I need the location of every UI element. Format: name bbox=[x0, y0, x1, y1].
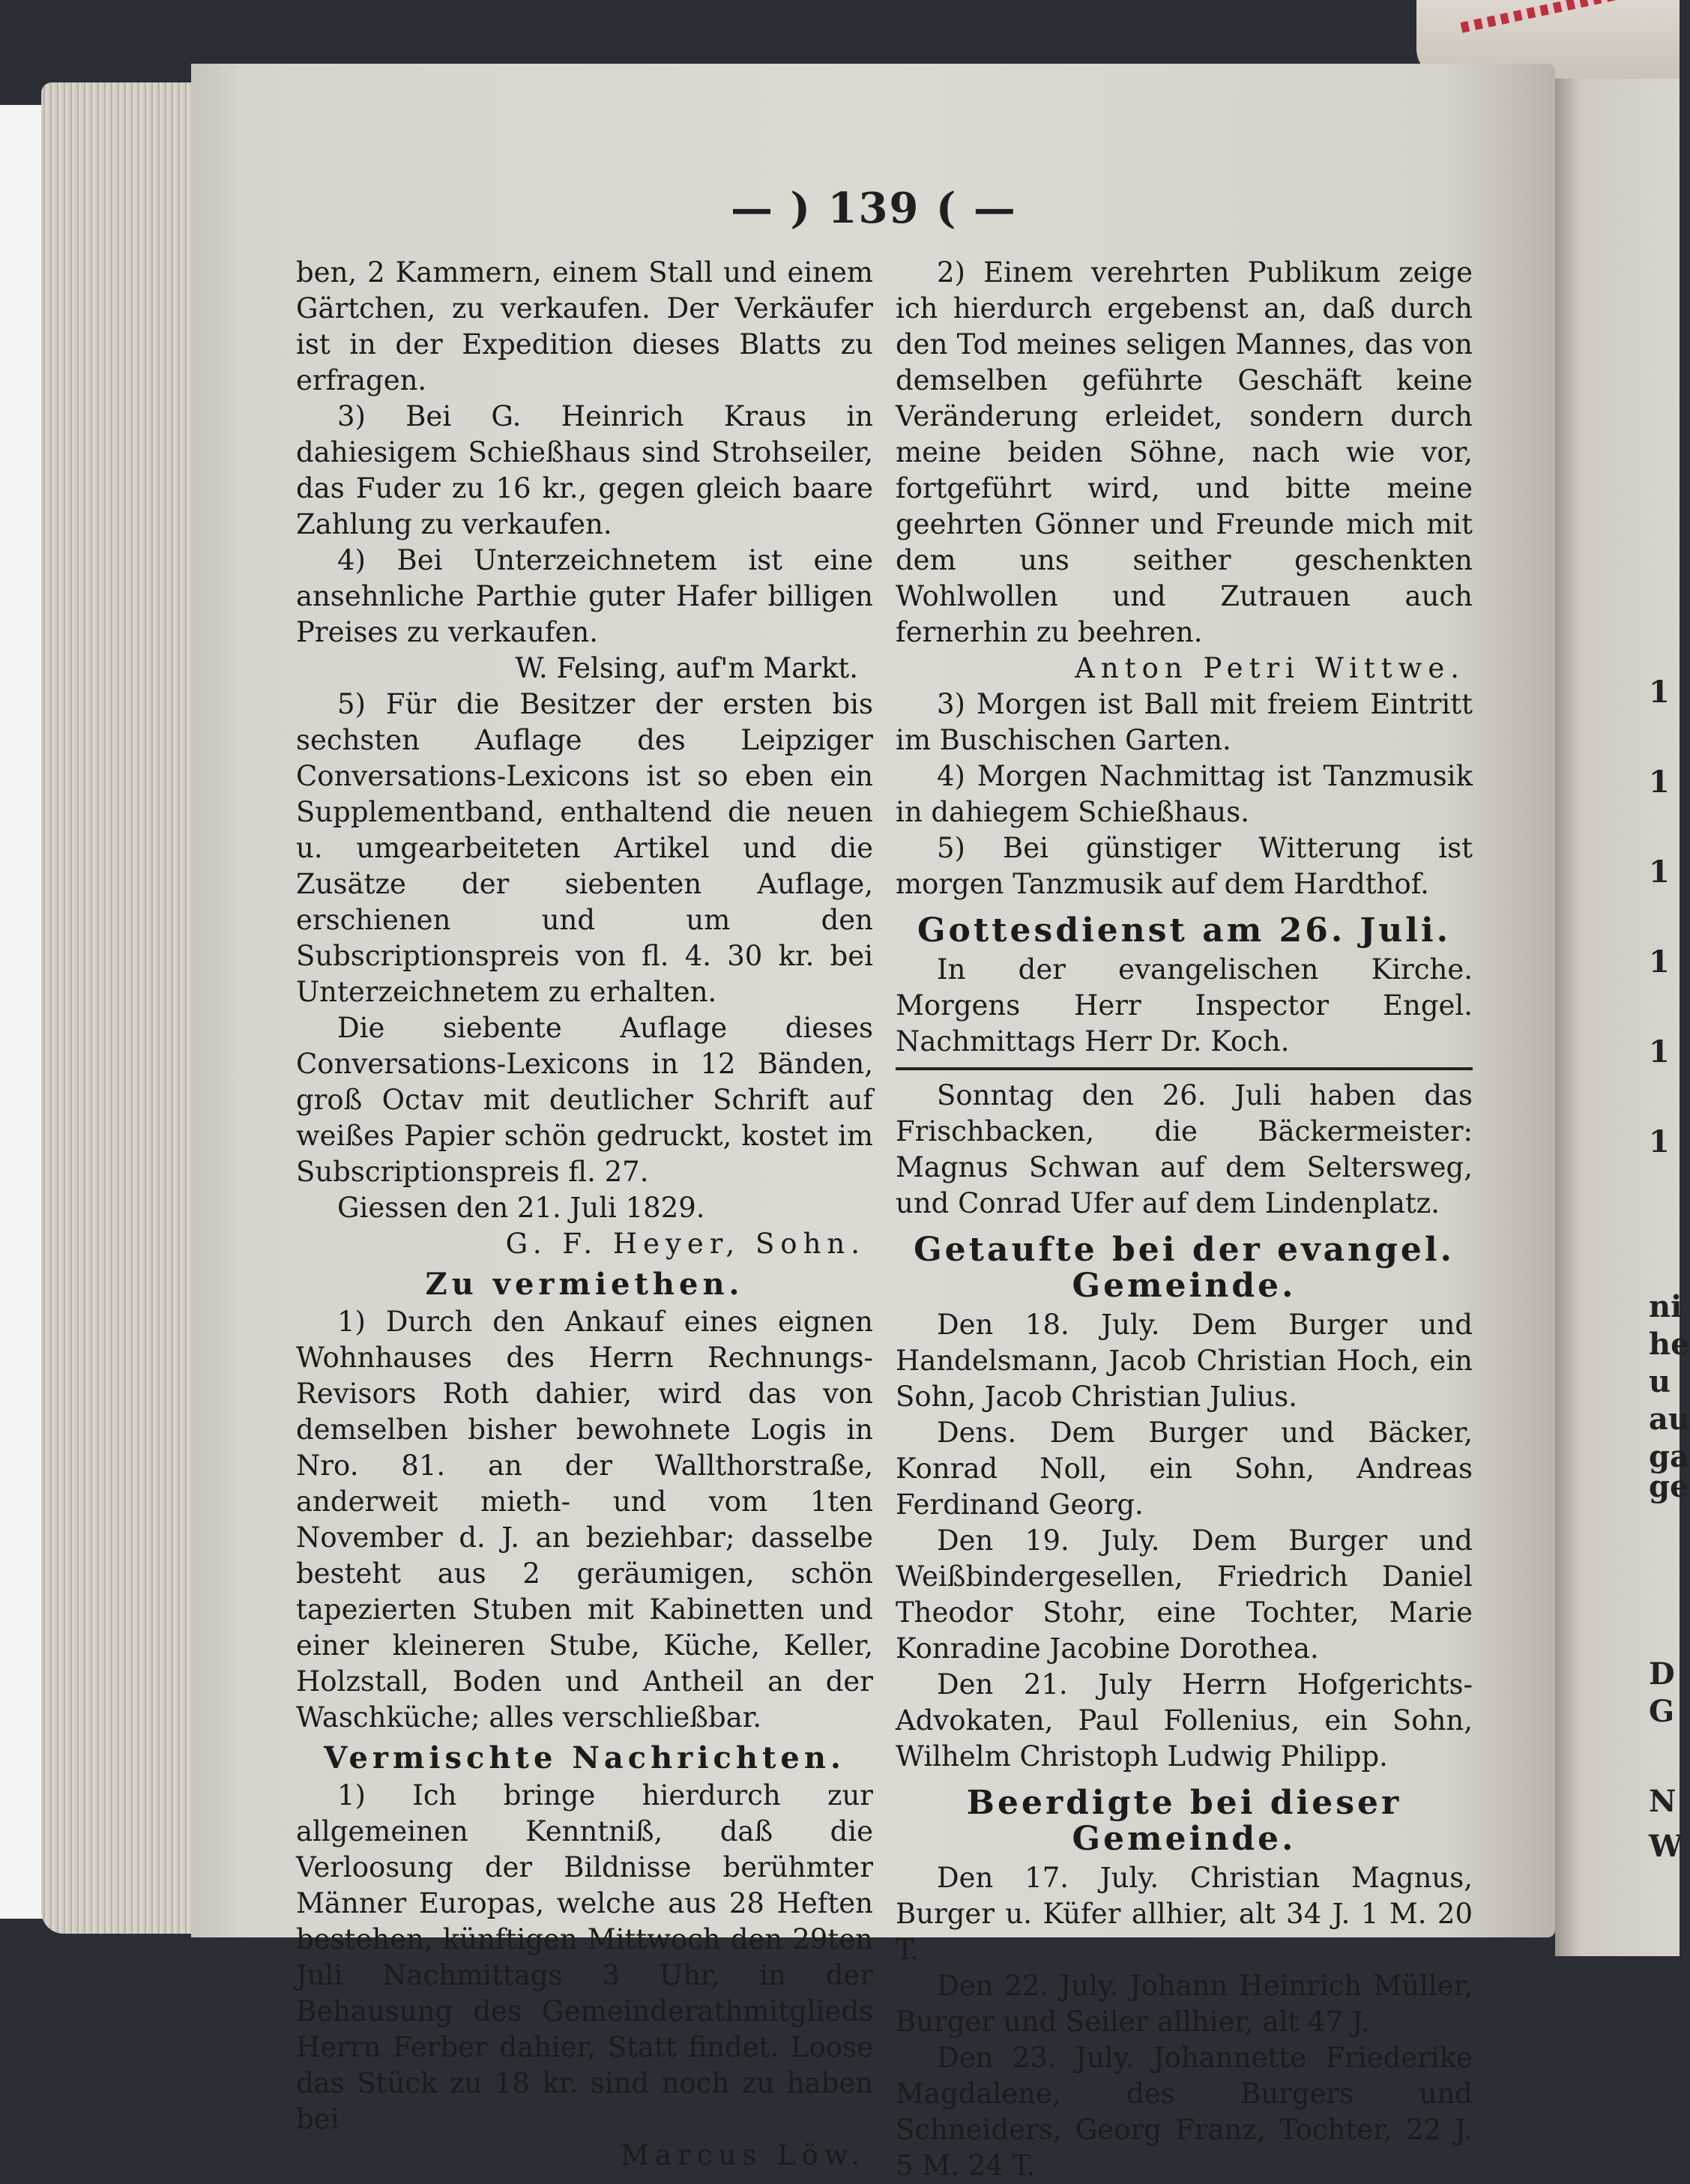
margin-fragment: N bbox=[1649, 1784, 1677, 1819]
margin-fragment: 1 bbox=[1649, 1034, 1670, 1070]
heading-getaufte: Getaufte bei der evangel. Gemeinde. bbox=[914, 1231, 1455, 1305]
margin-fragment: 1 bbox=[1649, 854, 1670, 890]
margin-fragment: W bbox=[1649, 1829, 1683, 1864]
margin-fragment: u bbox=[1649, 1364, 1671, 1399]
right-paragraph-2: 3) Morgen ist Ball mit freiem Eintritt im Buschischen Garten. bbox=[896, 688, 1473, 756]
right-paragraph-12: Den 22. July. Johann Heinrich Müller, Burger und Seiler allhier, alt 47 J. bbox=[896, 1970, 1473, 2038]
right-paragraph-9: Den 19. July. Dem Burger und Weißbindergesellen, Friedrich Daniel Theodor Stohr, eine Tochter, Marie Konradine Jacobine Dorothea. bbox=[896, 1524, 1473, 1665]
margin-fragment: G bbox=[1649, 1694, 1675, 1729]
margin-fragment: ni bbox=[1649, 1289, 1683, 1324]
right-paragraph-10: Den 21. July Herrn Hofgerichts-Advokaten, Paul Follenius, ein Sohn, Wilhelm Christoph Ludwig Philipp. bbox=[896, 1668, 1473, 1773]
left-paragraph-1: ben, 2 Kammern, einem Stall und einem Gärtchen, zu verkaufen. Der Verkäufer ist in der Expedition dieses Blatts zu erfragen. bbox=[296, 256, 873, 396]
left-paragraph-6: Giessen den 21. Juli 1829. bbox=[337, 1192, 705, 1224]
heading-vermischte-nachrichten: Vermischte Nachrichten. bbox=[324, 1740, 845, 1776]
margin-fragment: D bbox=[1649, 1656, 1675, 1692]
right-paragraph-8: Dens. Dem Burger und Bäcker, Konrad Noll, ein Sohn, Andreas Ferdinand Georg. bbox=[896, 1417, 1473, 1521]
margin-fragment: ga bbox=[1649, 1439, 1689, 1474]
right-paragraph-5: In der evangelischen Kirche. Morgens Herr Inspector Engel. Nachmittags Herr Dr. Koch. bbox=[896, 953, 1473, 1058]
left-paragraph-7: 1) Durch den Ankauf eines eignen Wohnhauses des Herrn Rechnungs-Revisors Roth dahier, wird das von demselben bisher bewohnete Logis in Nro. 81. an der Wallthorstraße, anderweit mieth- und vom 1ten November d. J. an beziehbar; dasselbe besteht aus 2 geräumigen, schön tapezierten Stuben mit Kabinetten und einer kleineren Stube, Küche, Keller, Holzstall, Boden und Antheil an der Waschküche; alles verschließbar. bbox=[296, 1306, 873, 1734]
margin-fragment: 1 bbox=[1649, 1124, 1670, 1159]
section-divider bbox=[896, 1067, 1473, 1070]
page-stack bbox=[41, 82, 206, 1934]
heading-zu-vermiethen: Zu vermiethen. bbox=[425, 1267, 744, 1302]
heading-beerdigte: Beerdigte bei dieser Gemeinde. bbox=[966, 1784, 1402, 1858]
right-paragraph-11: Den 17. July. Christian Magnus, Burger u. Küfer allhier, alt 34 J. 1 M. 20 T. bbox=[896, 1862, 1473, 1966]
right-paragraph-4: 5) Bei günstiger Witterung ist morgen Tanzmusik auf dem Hardthof. bbox=[896, 832, 1473, 900]
right-paragraph-3: 4) Morgen Nachmittag ist Tanzmusik in dahiegem Schießhaus. bbox=[896, 760, 1473, 828]
margin-fragment: 1 bbox=[1649, 764, 1670, 800]
left-paragraph-3: 4) Bei Unterzeichnetem ist eine ansehnliche Parthie guter Hafer billigen Preises zu verkaufen. bbox=[296, 544, 873, 648]
margin-fragment: 1 bbox=[1649, 944, 1670, 980]
left-signature-2: G. F. Heyer, Sohn. bbox=[505, 1228, 866, 1260]
right-paragraph-7: Den 18. July. Dem Burger und Handelsmann, Jacob Christian Hoch, ein Sohn, Jacob Christian Julius. bbox=[896, 1309, 1473, 1413]
right-paragraph-1: 2) Einem verehrten Publikum zeige ich hierdurch ergebenst an, daß durch den Tod meines seligen Mannes, das von demselben geführte Geschäft keine Veränderung erleidet, sondern durch meine beiden Söhne, nach wie vor, fortgeführt wird, und bitte meine geehrten Gönner und Freunde mich mit dem uns seither geschenkten Wohlwollen und Zutrauen auch fernerhin zu beehren. bbox=[896, 256, 1473, 648]
left-paragraph-2: 3) Bei G. Heinrich Kraus in dahiesigem Schießhaus sind Strohseiler, das Fuder zu 16 kr., gegen gleich baare Zahlung zu verkaufen. bbox=[296, 400, 873, 540]
left-signature-1: W. Felsing, auf'm Markt. bbox=[515, 652, 858, 684]
right-signature-1: Anton Petri Wittwe. bbox=[1075, 652, 1465, 684]
left-paragraph-8: 1) Ich bringe hierdurch zur allgemeinen Kenntniß, daß die Verloosung der Bildnisse berühmter Männer Europas, welche aus 28 Heften bestehen, künftigen Mittwoch den 29ten Juli Nachmittags 3 Uhr, in der Behausung des Gemeinderathmitglieds Herrn Ferber dahier, Statt findet. Loose das Stück zu 18 kr. sind noch zu haben bei bbox=[296, 1779, 873, 2135]
left-column bbox=[296, 255, 873, 2174]
left-paragraph-4: 5) Für die Besitzer der ersten bis sechsten Auflage des Leipziger Conversations-Lexicons ist so eben ein Supplementband, enthaltend die neuen u. umgearbeiteten Artikel und die Zusätze der siebenten Auflage, erschienen und um den Subscriptionspreis von fl. 4. 30 kr. bei Unterzeichnetem zu erhalten. bbox=[296, 688, 873, 1008]
right-paragraph-13: Den 23. July. Johannette Friederike Magdalene, des Burgers und Schneiders, Georg Franz, Tochter, 22 J. 5 M. 24 T. bbox=[896, 2042, 1473, 2182]
margin-fragment: au bbox=[1649, 1402, 1690, 1437]
left-signature-3: Marcus Löw. bbox=[621, 2139, 866, 2171]
right-column bbox=[896, 255, 1473, 2184]
book-edge bbox=[0, 105, 45, 1919]
right-paragraph-6: Sonntag den 26. Juli haben das Frischbacken, die Bäckermeister: Magnus Schwan auf dem Seltersweg, und Conrad Ufer auf dem Lindenplatz. bbox=[896, 1079, 1473, 1219]
margin-fragment: ge bbox=[1649, 1469, 1689, 1504]
left-paragraph-5: Die siebente Auflage dieses Conversations-Lexicons in 12 Bänden, groß Octav mit deutlicher Schrift auf weißes Papier schön gedruckt, kostet im Subscriptionspreis fl. 27. bbox=[296, 1012, 873, 1188]
margin-fragment: 1 bbox=[1649, 675, 1670, 710]
heading-gottesdienst: Gottesdienst am 26. Juli. bbox=[917, 911, 1452, 950]
margin-fragment: he bbox=[1649, 1327, 1690, 1362]
page-number: — ) 139 ( — bbox=[731, 184, 1017, 233]
